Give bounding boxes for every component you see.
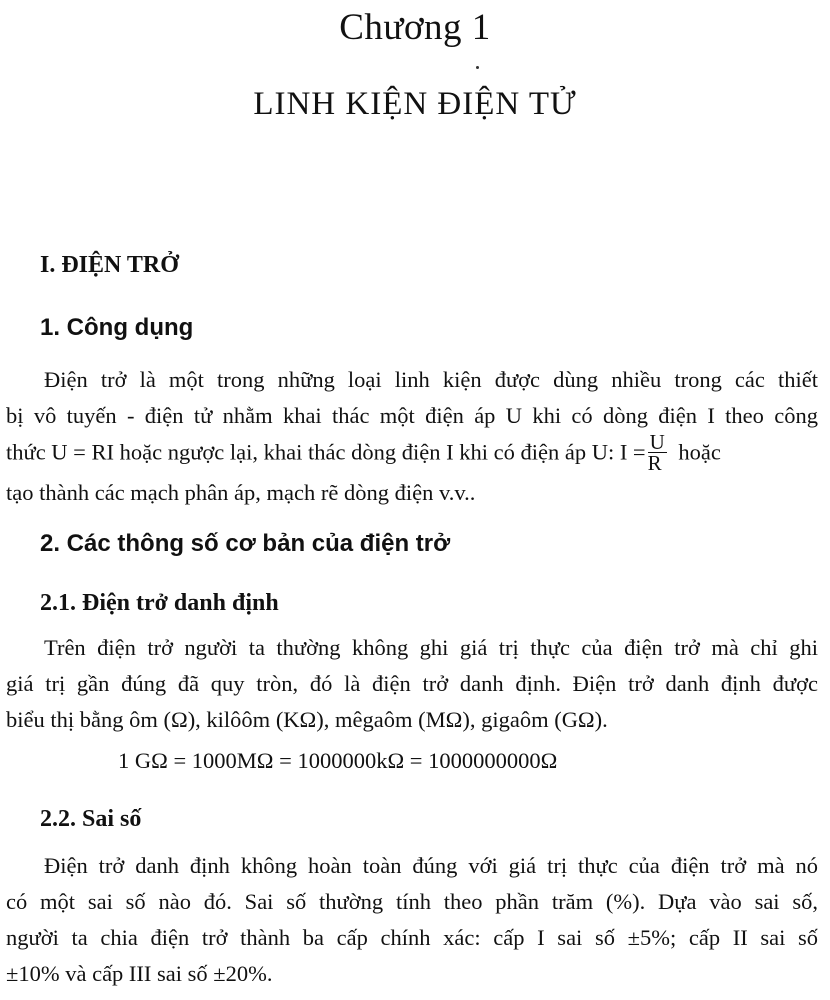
fraction-denominator: R (647, 451, 662, 475)
fraction-u-over-r (648, 432, 667, 473)
subsection-heading-usage: 1. Công dụng (40, 314, 194, 341)
paragraph-line: bị vô tuyến - điện tử nhằm khai thác một điện áp U khi có dòng điện I theo công (6, 403, 818, 428)
chapter-number: Chương 1 (339, 7, 491, 48)
paragraph-line: người ta chia điện trở thành ba cấp chính xác: cấp I sai số ±5%; cấp II sai số (6, 925, 818, 950)
paragraph-usage (6, 362, 818, 511)
fraction-numerator: U (649, 430, 665, 454)
paragraph-nominal-resistance (6, 630, 818, 738)
subsection-heading-parameters: 2. Các thông số cơ bản của điện trở (40, 530, 451, 557)
paragraph-line: biểu thị bằng ôm (Ω), kilôôm (KΩ), mêgaôm (MΩ), gigaôm (GΩ). (6, 707, 608, 732)
paragraph-line: Trên điện trở người ta thường không ghi giá trị thực của điện trở mà chỉ ghi (44, 635, 818, 660)
paragraph-line: ±10% và cấp III sai số ±20%. (6, 961, 273, 986)
subsection-heading-tolerance: 2.2. Sai số (40, 806, 142, 832)
paragraph-line-text: thức U = RI hoặc ngược lại, khai thác dòng điện I khi có điện áp U: I = (6, 439, 646, 465)
stray-dot (476, 66, 479, 69)
paragraph-line: giá trị gần đúng đã quy tròn, đó là điện trở danh định. Điện trở danh định được (6, 671, 818, 696)
paragraph-line: Điện trở danh định không hoàn toàn đúng với giá trị thực của điện trở mà nó (44, 853, 818, 878)
paragraph-line: có một sai số nào đó. Sai số thường tính theo phần trăm (%). Dựa vào sai số, (6, 889, 818, 914)
paragraph-line-with-fraction (6, 430, 818, 475)
chapter-title: LINH KIỆN ĐIỆN TỬ (253, 86, 577, 122)
subsection-heading-nominal-resistance: 2.1. Điện trở danh định (40, 590, 279, 616)
unit-conversion-formula: 1 GΩ = 1000MΩ = 1000000kΩ = 1000000000Ω (118, 748, 558, 773)
paragraph-line-tail: hoặc (678, 439, 721, 465)
paragraph-line: Điện trở là một trong những loại linh kiện được dùng nhiều trong các thiết (44, 367, 818, 392)
paragraph-line: tạo thành các mạch phân áp, mạch rẽ dòng điện v.v.. (6, 480, 476, 505)
paragraph-tolerance (6, 848, 818, 992)
section-heading-resistor: I. ĐIỆN TRỞ (40, 252, 179, 278)
